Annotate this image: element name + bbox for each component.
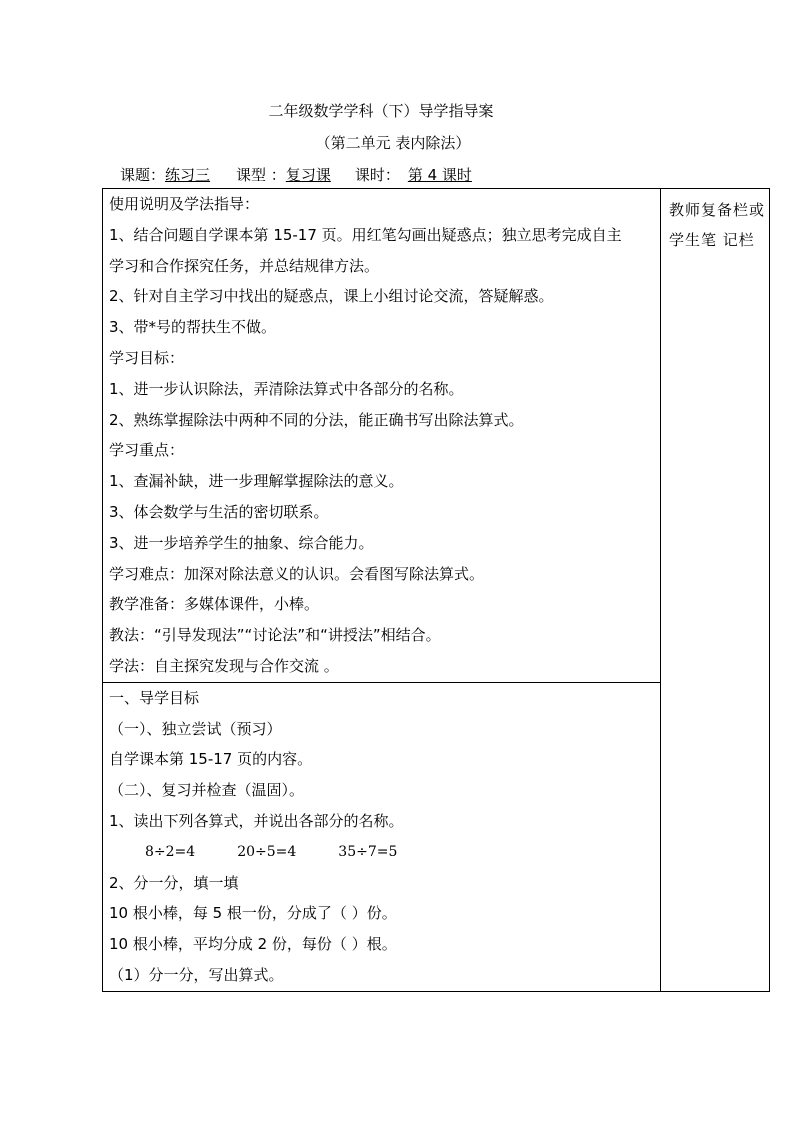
formula: 8÷2=4 — [145, 843, 196, 860]
formula: 35÷7=5 — [338, 843, 398, 860]
topic-value: 练习三 — [165, 166, 211, 184]
type-value: 复习课 — [285, 166, 331, 184]
notes-column — [661, 189, 770, 992]
guide-line: 1、读出下列各算式，并说出各部分的名称。 — [109, 811, 404, 830]
guide-line: （1）分一分，写出算式。 — [109, 965, 284, 984]
guide-table — [102, 188, 770, 992]
instruction-line: 2、针对自主学习中找出的疑惑点，课上小组讨论交流，答疑解惑。 — [109, 287, 554, 306]
guide-line: （一）、独立尝试（预习） — [109, 719, 282, 738]
type-label: 课型 ： — [236, 166, 286, 184]
guide-line: 自学课本第 15-17 页的内容。 — [109, 750, 313, 769]
instruction-line: 教法：“引导发现法”“讨论法”和“讲授法”相结合。 — [109, 626, 441, 645]
formula-row — [103, 837, 660, 868]
notes-column-label: 教师复备栏或学生笔 记栏 — [669, 201, 766, 249]
guide-line: 2、分一分，填一填 — [109, 873, 239, 892]
instruction-line: 1、结合问题自学课本第 15-17 页。用红笔勾画出疑惑点；独立思考完成自主 — [109, 225, 622, 244]
topic-label: 课题： — [120, 166, 166, 184]
instruction-line: 3、体会数学与生活的密切联系。 — [109, 502, 329, 521]
guide-line: 10 根小棒，平均分成 2 份，每份（ ）根。 — [109, 935, 397, 954]
instruction-line: 学习难点：加深对除法意义的认识。会看图写除法算式。 — [109, 564, 485, 583]
instruction-line: 1、查漏补缺，进一步理解掌握除法的意义。 — [109, 472, 404, 491]
instruction-line: 3、带*号的帮扶生不做。 — [109, 318, 277, 337]
formula: 20÷5=4 — [237, 843, 297, 860]
page-title: 二年级数学学科（下）导学指导案 — [268, 102, 494, 120]
instruction-line: 2、熟练掌握除法中两种不同的分法，能正确书写出除法算式。 — [109, 410, 524, 429]
instruction-line: 学习目标： — [109, 348, 185, 367]
instruction-line: 3、进一步培养学生的抽象、综合能力。 — [109, 533, 374, 552]
instruction-line: 使用说明及学法指导： — [109, 195, 260, 213]
instruction-line: 1、进一步认识除法，弄清除法算式中各部分的名称。 — [109, 379, 464, 398]
guide-line: 一、导学目标 — [109, 688, 200, 707]
period-label: 课时： — [354, 166, 400, 184]
instruction-line: 学习和合作探究任务，并总结规律方法。 — [109, 256, 380, 275]
lesson-meta — [120, 164, 502, 185]
instruction-line: 学法：自主探究发现与合作交流 。 — [109, 656, 339, 675]
guide-cell — [103, 682, 661, 991]
guide-line: 10 根小棒，每 5 根一份，分成了（ ）份。 — [109, 904, 397, 923]
instruction-line: 教学准备：多媒体课件，小棒。 — [109, 595, 320, 614]
guide-line: （二）、复习并检查（温固）。 — [109, 781, 305, 800]
period-value: 第 4 课时 — [407, 166, 472, 184]
page-subtitle: （第二单元 表内除法） — [315, 134, 471, 152]
instruction-line: 学习重点： — [109, 441, 185, 460]
instructions-cell — [103, 189, 661, 683]
